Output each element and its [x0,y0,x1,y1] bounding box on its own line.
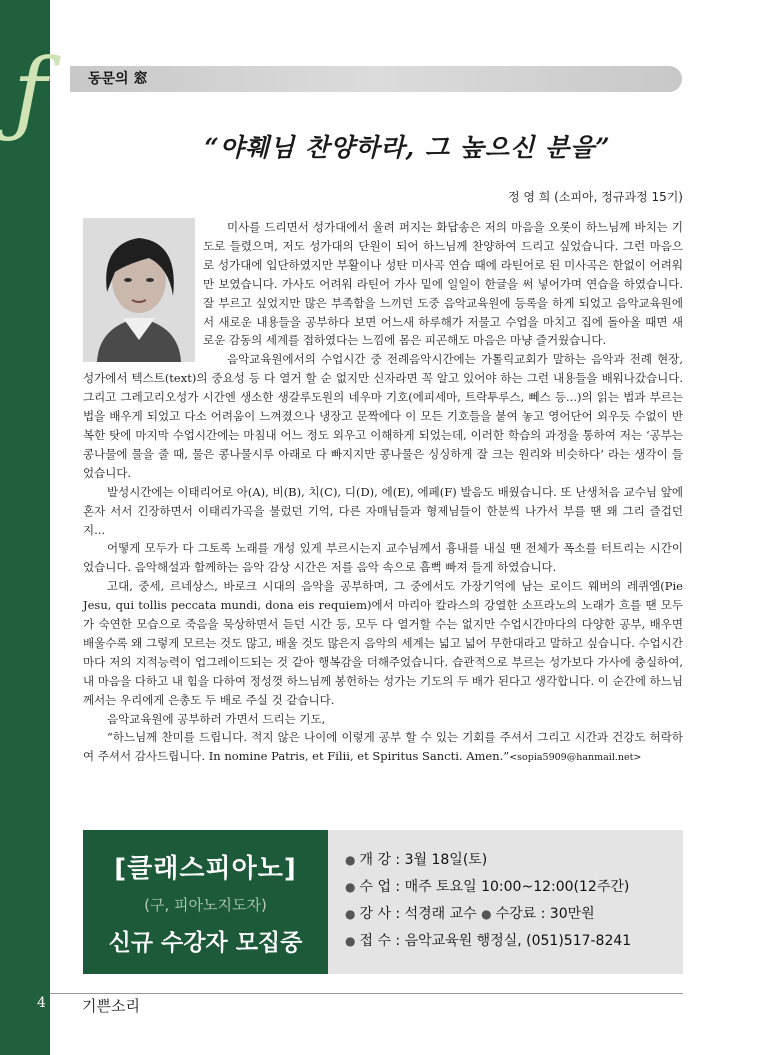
paragraph: 음악교육원에서의 수업시간 중 전례음악시간에는 가톨릭교회가 말하는 음악과 전례 현장, 성가에서 텍스트(text)의 중요성 등 다 열거 할 순 없지만 신자라면 꼭 알고 있어야 하는 그런 내용들을 배워나갔습니다. 그리고 그레고리오성가 시간엔 생소한 생갈루도원의 네우마 기호(에피세마, 트락투루스, 뻬스 등...)의 읽는 법과 부르는 법을 배우게 되었고 다소 어려움이 느껴졌으나 냉장고 문짝에다 이 모든 기호들을 붙여 놓고 영어단어 외우듯 수없이 반복한 탓에 마지막 수업시간에는 마침내 어느 정도 외우고 이해하게 되었는데, 이러한 학습의 과정을 통하여 저는 ‘공부는 콩나물에 물을 줄 때, 물은 콩나물시루 아래로 다 빠지지만 콩나물은 싱싱하게 잘 크는 원리와 비슷하다’ 라는 생각이 들었습니다. [83,352,683,480]
publication-name: 기쁜소리 [82,997,140,1015]
closing-paragraph [83,728,683,768]
ad-info-row [345,928,675,955]
article-body [83,218,683,768]
article-title: “야훼님 찬양하라, 그 높으신 분을” [204,133,611,162]
ad-recruit: 신규 수강자 모집중 [108,930,303,956]
side-bar [0,0,50,1055]
bullet-icon: ● [345,853,356,867]
author-email: <sopia5909@hanmail.net> [509,752,642,764]
bullet-icon: ● [481,907,492,921]
bullet-icon: ● [345,880,356,894]
ad-title: [클래스피아노] [114,854,297,884]
ad-info-row [345,874,675,901]
ad-info-row [345,847,675,874]
ad-subtitle: (구, 피아노지도자) [144,896,267,914]
bullet-icon: ● [345,907,356,921]
paragraph: 발성시간에는 이태리어로 아(A), 비(B), 치(C), 디(D), 에(E), 에페(F) 발음도 배웠습니다. 또 난생처음 교수님 앞에 혼자 서서 긴장하면서 이태리가곡을 불렀던 기억, 다른 자매님들과 형제님들이 한분씩 나가서 부를 땐 왜 그리 즐겁던지... [83,484,683,537]
section-label: 동문의 窓 [88,71,148,87]
ad-info-row [345,901,675,928]
ad-info-text: 강 사 : 석경래 교수 [359,906,477,922]
ad-info-text: 접 수 : 음악교육원 행정실, (051)517-8241 [359,933,632,949]
decorative-letter-mark: ƒ [12,39,48,146]
article-author: 정 영 희 (소피아, 정규과정 15기) [507,190,683,204]
ad-info-text: 수강료 : 30만원 [495,906,595,922]
paragraph: 미사를 드리면서 성가대에서 울려 퍼지는 화답송은 저의 마음을 오롯이 하느님께 바치는 기도로 들렸으며, 저도 성가대의 단원이 되어 하느님께 찬양하여 드리고 싶었습니다. 그런 마음으로 성가대에 입단하였지만 부활이나 성탄 미사곡 연습 때에 라틴어로 된 미사곡은 한없이 어려워만 보였습니다. 가사도 어려워 라틴어 가사 밑에 일일이 한글을 써 넣어가며 연습을 하였습니다. 잘 부르고 싶었지만 많은 부족함을 느끼던 도중 음악교육원에 등록을 하게 되었고 음악교육원에서 새로운 내용들을 공부하다 보면 어느새 하루해가 저물고 수업을 마치고 집에 돌아올 때면 새로운 감동의 세계를 접하였다는 느낌에 몸은 피곤해도 마음은 마냥 즐거웠습니다. [203,220,683,348]
paragraph: 어떻게 모두가 다 그토록 노래를 개성 있게 부르시는지 교수님께서 흉내를 내실 땐 전체가 폭소를 터트리는 시간이었습니다. 음악해설과 함께하는 음악 감상 시간은 저를 음악 속으로 흠뻑 빠져 들게 하였습니다. [83,541,683,575]
page-number: 4 [37,995,46,1011]
ad-title-panel [83,830,328,974]
footer-divider [50,993,683,994]
photo-spacer [83,218,203,366]
paragraph: 음악교육원에 공부하러 가면서 드리는 기도, [107,711,326,726]
section-header-bar [70,66,682,92]
prayer-text: “하느님께 찬미를 드립니다. 적지 않은 나이에 이렇게 공부 할 수 있는 기회를 주셔서 그리고 시간과 건강도 허락하여 주셔서 감사드립니다. In nomine Patris, et Filii, et Spiritus Sancti. Amen.” [83,730,683,764]
advertisement-box [83,830,683,974]
ad-info-text: 개 강 : 3월 18일(토) [359,852,488,868]
paragraph: 고대, 중세, 르네상스, 바로크 시대의 음악을 공부하며, 그 중에서도 가장기억에 남는 로이드 웨버의 레퀴엠(Pie Jesu, qui tollis peccata mundi, dona eis requiem)에서 마리아 칼라스의 강열한 소프라노의 노래가 흐를 땐 모두가 숙연한 모습으로 죽음을 묵상하면서 듣던 시간 등, 모두 다 열거할 수는 없지만 수업시간마다의 다양한 공부, 배우면 배울수록 왜 그렇게 모르는 것도 많고, 배울 것도 많은지 음악의 세계는 넓고 넓어 무한대라고 말하고 싶습니다. 수업시간 마다 저의 지적능력이 업그레이드되는 것 같아 행복감을 더해주었습니다. 습관적으로 부르는 성가보다 가사에 충실하여, 내 마음을 다하고 내 힘을 다하여 정성껏 하느님께 봉헌하는 성가는 기도의 두 배가 된다고 생각합니다. 이 순간에 하느님께서는 우리에게 은총도 두 배로 주실 것 같습니다. [83,579,683,707]
ad-info-text: 수 업 : 매주 토요일 10:00~12:00(12주간) [359,879,630,895]
bullet-icon: ● [345,934,356,948]
ad-info-list [345,847,675,955]
